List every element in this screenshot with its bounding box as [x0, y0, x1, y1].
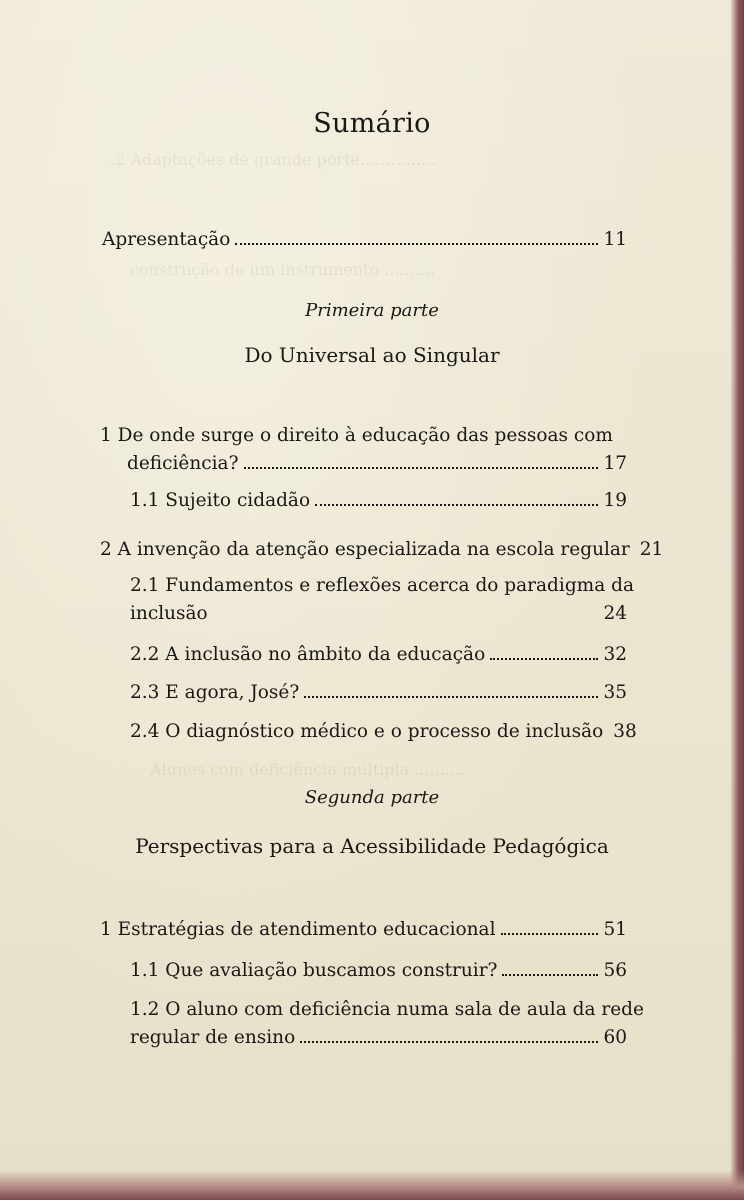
toc-page-number: 60 [603, 1027, 627, 1048]
toc-entry [130, 720, 637, 744]
toc-page-number: 51 [603, 919, 627, 940]
toc-entry-apresentacao [102, 228, 627, 252]
dot-leader [213, 617, 599, 619]
dot-leader [235, 243, 598, 245]
toc-page-number: 32 [603, 644, 627, 665]
page-title: Sumário [313, 108, 431, 139]
toc-page-number: 35 [603, 682, 627, 703]
toc-page-number: 24 [603, 603, 627, 624]
dot-leader [490, 658, 598, 660]
dot-leader [244, 467, 599, 469]
toc-page-number: 21 [639, 539, 664, 560]
toc-entry-label: 2.2 A inclusão no âmbito da educação [130, 644, 486, 665]
toc-page-number: 17 [603, 453, 627, 474]
toc-entry-label: Apresentação [102, 229, 231, 250]
toc-entry-label: 1.1 Que avaliação buscamos construir? [130, 960, 498, 981]
toc-entry-label: regular de ensino [130, 1027, 296, 1048]
toc-page-number: 56 [603, 960, 627, 981]
part-title: Perspectivas para a Acessibilidade Pedagógica [135, 834, 609, 858]
dot-leader [300, 1041, 598, 1043]
toc-entry [130, 489, 627, 513]
dot-leader [315, 504, 598, 506]
toc-entry-label: inclusão [130, 603, 208, 624]
toc-entry [130, 1026, 627, 1050]
toc-entry [100, 918, 627, 942]
page-edge [0, 1170, 744, 1200]
dot-leader [304, 696, 598, 698]
toc-entry-label: deficiência? [127, 453, 239, 474]
toc-entry-label: 2.3 E agora, José? [130, 682, 300, 703]
bleed-through-text: .2 Adaptações de grande porte............... [110, 150, 437, 169]
toc-entry-label: 2 A invenção da atenção especializada na escola regular [100, 539, 630, 560]
part-title: Do Universal ao Singular [244, 343, 500, 367]
toc-entry [127, 452, 627, 476]
toc-page-number: 38 [613, 721, 637, 742]
part-label: Segunda parte [304, 787, 440, 808]
toc-entry-line: 1 De onde surge o direito à educação das pessoas com [100, 425, 613, 446]
bleed-through-text: Alunos com deficiência múltipla .......... [150, 760, 465, 779]
toc-entry [130, 681, 627, 705]
toc-entry [130, 959, 627, 983]
dot-leader [501, 933, 599, 935]
toc-entry-line: 1.2 O aluno com deficiência numa sala de aula da rede [130, 999, 644, 1020]
page-edge [730, 0, 744, 1200]
toc-entry-label: 1 Estratégias de atendimento educacional [100, 919, 496, 940]
bleed-through-text: construção de um instrumento .......... [130, 260, 436, 279]
toc-entry [130, 602, 627, 626]
toc-page-number: 19 [603, 490, 627, 511]
toc-page-number: 11 [603, 229, 627, 250]
dot-leader [502, 974, 598, 976]
toc-entry [100, 538, 664, 562]
toc-entry-line: 2.1 Fundamentos e reflexões acerca do paradigma da [130, 575, 634, 596]
toc-entry-label: 1.1 Sujeito cidadão [130, 490, 311, 511]
toc-entry-label: 2.4 O diagnóstico médico e o processo de inclusão [130, 721, 604, 742]
part-label: Primeira parte [305, 300, 439, 321]
toc-entry [130, 643, 627, 667]
